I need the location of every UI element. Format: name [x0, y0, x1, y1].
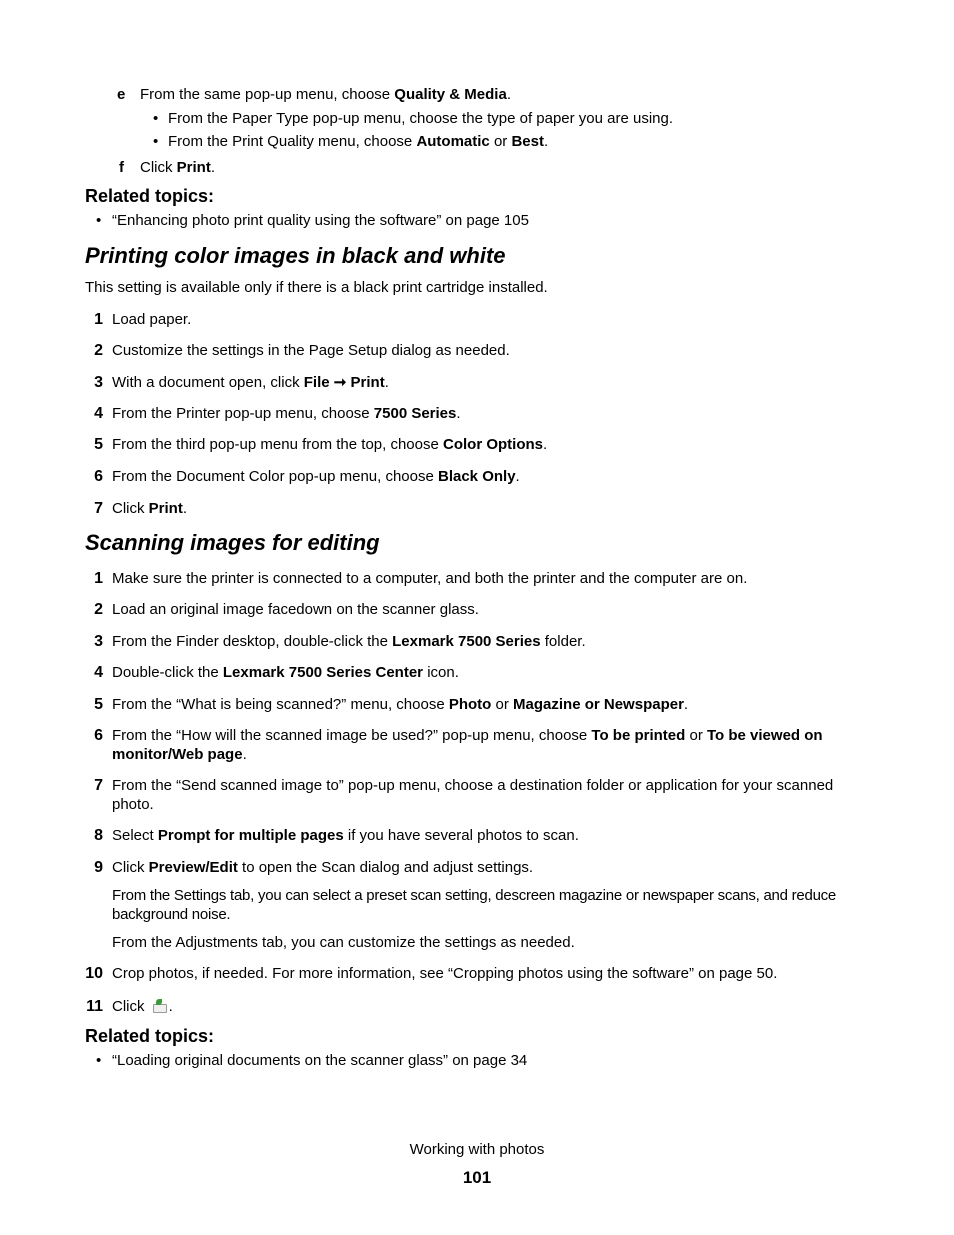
- arrow-icon: ➞: [329, 374, 351, 391]
- step-text: From the Printer pop-up menu, choose 7500 Series.: [112, 405, 461, 422]
- related-topics-heading: Related topics:: [85, 186, 215, 206]
- related-link[interactable]: “Enhancing photo print quality using the software” on page 105: [112, 212, 529, 229]
- step-text: From the Document Color pop-up menu, choose Black Only.: [112, 468, 520, 485]
- step-number: 1: [94, 311, 103, 328]
- step-text: From the “Send scanned image to” pop-up menu, choose a destination folder or application for your scanned photo.: [112, 777, 834, 813]
- related-topics-heading: Related topics:: [85, 1026, 215, 1046]
- bullet-icon: •: [153, 133, 159, 150]
- step-number: 8: [94, 827, 103, 844]
- step-number: 5: [94, 436, 103, 453]
- step-text: Load paper.: [112, 311, 192, 328]
- related-link[interactable]: “Loading original documents on the scanner glass” on page 34: [112, 1052, 528, 1069]
- step-e-bullet-1: From the Paper Type pop-up menu, choose the type of paper you are using.: [168, 110, 674, 127]
- step-text: Click Preview/Edit to open the Scan dialog and adjust settings.: [112, 859, 534, 876]
- step-9-note-settings: From the Settings tab, you can select a preset scan setting, descreen magazine or newspaper scans, and reduce background noise.: [112, 887, 837, 923]
- step-number: 5: [94, 696, 103, 713]
- step-number: 9: [94, 859, 103, 876]
- step-text: From the “What is being scanned?” menu, choose Photo or Magazine or Newspaper.: [112, 696, 689, 713]
- step-text: Click .: [112, 998, 173, 1015]
- step-text: Double-click the Lexmark 7500 Series Center icon.: [112, 664, 459, 681]
- step-text: Customize the settings in the Page Setup dialog as needed.: [112, 342, 510, 359]
- step-text: Select Prompt for multiple pages if you have several photos to scan.: [112, 827, 579, 844]
- step-text: From the third pop-up menu from the top, choose Color Options.: [112, 436, 548, 453]
- step-number: 11: [86, 998, 103, 1015]
- section-heading: Printing color images in black and white: [85, 243, 506, 268]
- step-text: Load an original image facedown on the scanner glass.: [112, 601, 479, 618]
- step-number: 2: [94, 601, 103, 618]
- footer-section-title: Working with photos: [409, 1141, 545, 1158]
- bullet-icon: •: [96, 212, 102, 229]
- page-number: 101: [462, 1168, 492, 1187]
- step-e-text: From the same pop-up menu, choose Quality & Media.: [140, 86, 511, 103]
- step-text: With a document open, click File ➞ Print.: [112, 374, 389, 391]
- step-e-bullet-2: From the Print Quality menu, choose Automatic or Best.: [168, 133, 549, 150]
- step-number: 7: [94, 777, 103, 794]
- step-letter-e: e: [117, 86, 126, 103]
- step-letter-f: f: [119, 159, 124, 176]
- step-number: 10: [85, 965, 103, 982]
- step-number: 7: [94, 500, 103, 517]
- step-text: From the “How will the scanned image be used?” pop-up menu, choose To be printed or To be viewed on monitor/Web page.: [112, 727, 823, 763]
- step-text: Make sure the printer is connected to a computer, and both the printer and the computer are on.: [112, 570, 748, 587]
- bullet-icon: •: [96, 1052, 102, 1069]
- step-text: Click Print.: [112, 500, 188, 517]
- step-number: 6: [94, 468, 103, 485]
- step-text: Crop photos, if needed. For more information, see “Cropping photos using the software” on page 50.: [112, 965, 778, 982]
- step-9-note-adjustments: From the Adjustments tab, you can customize the settings as needed.: [112, 934, 575, 951]
- step-text: From the Finder desktop, double-click the Lexmark 7500 Series folder.: [112, 633, 586, 650]
- scan-icon[interactable]: [151, 998, 167, 1014]
- step-number: 2: [94, 342, 103, 359]
- step-number: 4: [94, 405, 103, 422]
- step-number: 3: [94, 633, 103, 650]
- step-number: 3: [94, 374, 103, 391]
- section-intro: This setting is available only if there is a black print cartridge installed.: [85, 279, 548, 296]
- step-number: 4: [94, 664, 103, 681]
- section-heading: Scanning images for editing: [85, 530, 380, 555]
- bullet-icon: •: [153, 110, 159, 127]
- step-number: 1: [94, 570, 103, 587]
- step-f-text: Click Print.: [140, 159, 216, 176]
- step-number: 6: [94, 727, 103, 744]
